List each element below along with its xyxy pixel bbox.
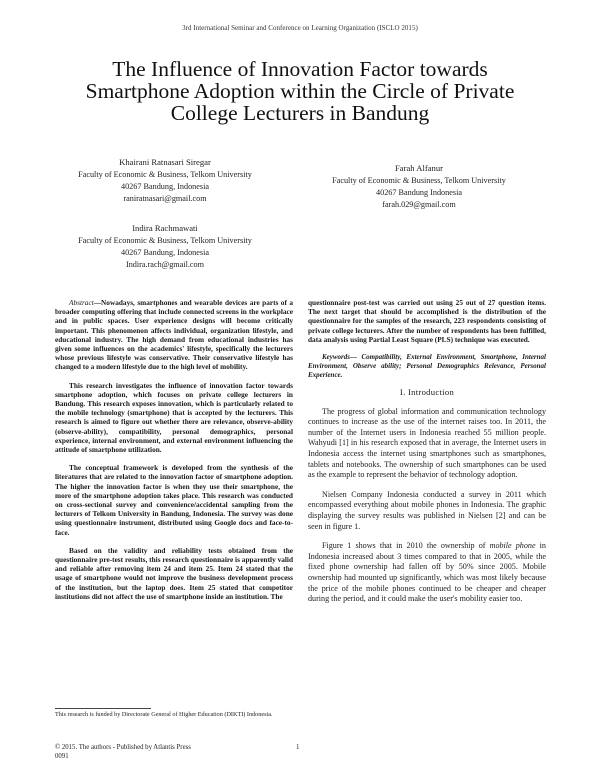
section-heading-introduction: I. Introduction: [399, 387, 455, 398]
author-name: Farah Alfanur: [395, 163, 443, 173]
author-address: 40267 Bandung Indonesia: [376, 188, 462, 197]
intro-paragraph-1: The progress of global information and communication technology continues to increase as the use of the internet raises too. In 2011, the number of the Internet users in Indonesia reached 55 million people. Wahyudi [1] in his research exposed that in average, the Internet users in Indonesia access the internet using smartphones such as smartphones, tablets and notebooks. The ownership of such smartphones can be used as the example to represent the behavior of technology adoption.: [308, 406, 546, 480]
author-block-3: [70, 222, 260, 271]
paper-title: The Influence of Innovation Factor towards Smartphone Adoption within the Circle of Private College Lecturers in Bandung: [85, 57, 515, 126]
footnote: This research is funded by Directorate General of Higher Education (DIKTI) Indonesia.: [55, 711, 273, 718]
author-block-2: [324, 162, 514, 211]
author-block-1: [70, 156, 260, 205]
intro-text: Figure 1 shows that in 2010 the ownership of: [322, 541, 490, 551]
author-name: Khairani Ratnasari Siregar: [119, 157, 211, 167]
abstract-paragraph-1: Abstract—Nowadays, smartphones and wearable devices are parts of a broader computing offering that include connected screens in the workplace and in public spaces. User experience designs will become critically important. This phenomenon affects individual, organization lifestyle, and educational industry. The high demand from educational industries has given some influences on the academics' lifestyle, specifically the lecturers whose previous lifestyle was conservative. Their conservative lifestyle has changed to a modern lifestyle due to the high level of mobility.: [55, 298, 293, 372]
footer-copyright: © 2015. The authors - Published by Atlantis Press: [55, 744, 191, 751]
keywords: Keywords— Compatibility, External Environment, Smartphone, Internal Environment, Observe ability; Personal Demographics Relevance, Personal Experience.: [308, 353, 546, 379]
abstract-paragraph-2: This research investigates the influence of innovation factor towards smartphone adoption, which focuses on private college lecturers in Bandung. This research exposes innovation, which is particularly related to the mobile technology (smartphone) that is accepted by the lecturers. This research is aimed to figure out whether there are relevance, observe-ability (observe-ability), compatibility, personal demographics, personal experience, internal environment, and external environment influencing the attitude of smartphone utilization.: [55, 380, 293, 455]
abstract-paragraph-4: Based on the validity and reliability tests obtained from the questionnaire pre-test results, this research questionnaire is apparently valid and reliable after removing item 24 and item 25. Item 24 stated that the usage of smartphone would not improve the business development process of the institution, but the laptop does. Item 25 stated that competitor institutions did not affect the use of smartphone inside an institution. The: [55, 545, 293, 601]
author-affiliation: Faculty of Economic & Business, Telkom University: [332, 176, 506, 185]
left-column: [55, 298, 293, 610]
abstract-text: Nowadays, smartphones and wearable devices are parts of a broader computing offering that include connected screens in the workplace and in public spaces. User experience designs will become critically important. This phenomenon affects individual, organization lifestyle, and educational industry. The high demand from educational industries has given some influences on the academics' lifestyle, specifically the lecturers whose previous lifestyle was conservative. Their conservative lifestyle has changed to a modern lifestyle due to the high level of mobility.: [55, 298, 293, 372]
abstract-label: Abstract: [69, 298, 94, 307]
right-column: [308, 298, 546, 614]
keywords-text: Compatibility, External Environment, Smartphone, Internal Environment, Observe ability; Personal Demographics Relevance, Personal Experience.: [308, 353, 546, 379]
author-email: raniratnasari@gmail.com: [123, 194, 207, 203]
intro-paragraph-3: [308, 541, 546, 605]
author-affiliation: Faculty of Economic & Business, Telkom University: [78, 236, 252, 245]
footer-code: 0091: [55, 753, 69, 760]
footer-copyright-block: [55, 743, 191, 761]
running-head: 3rd International Seminar and Conference on Learning Organization (ISCLO 2015): [182, 24, 418, 32]
author-affiliation: Faculty of Economic & Business, Telkom University: [78, 170, 252, 179]
author-address: 40267 Bandung, Indonesia: [120, 248, 209, 257]
author-address: 40267 Bandung, Indonesia: [120, 182, 209, 191]
page-number: 1: [296, 743, 300, 751]
intro-text: in Indonesia increased about 3 times compared to that in 2005, while the fixed phone ownership had fallen off by 50% since 2005. Mobile ownership had mounted up significantly, which was most likely because the price of the mobile phones continued to be cheaper and cheaper during the period, and it could make the user's mobility easier too.: [308, 541, 546, 604]
intro-paragraph-2: Nielsen Company Indonesia conducted a survey in 2011 which encompassed everything about mobile phones in Indonesia. The graphic displaying the survey results was published in Nielsen [2] and can be seen in figure 1.: [308, 489, 546, 531]
author-email: farah.029@gmail.com: [382, 200, 456, 209]
footnote-divider: [55, 708, 151, 709]
abstract-paragraph-5: questionnaire post-test was carried out using 25 out of 27 question items. The next target that should be accomplished is the distribution of the questionnaire for the samples of the research, 223 respondents consisting of private college lecturers. After the number of respondents has been fulfilled, data analysis using Partial Least Square (PLS) technique was executed.: [308, 298, 546, 344]
abstract-paragraph-3: The conceptual framework is developed from the synthesis of the literatures that are related to the innovation factor of smartphone adoption. The higher the innovation factor is when they use their smartphone, the more of the smartphone adoption takes place. This research was conducted on cross-sectional survey and convenience/accidental sampling from the lecturers of Telkom University in Bandung, Indonesia. The survey was done using questionnaire instrument, distributed using Google docs and face-to-face.: [55, 463, 293, 537]
author-name: Indira Rachmawati: [132, 223, 198, 233]
keywords-label: Keywords: [322, 353, 350, 362]
intro-emphasis: mobile phone: [489, 541, 536, 551]
author-email: Indira.rach@gmail.com: [125, 260, 204, 269]
